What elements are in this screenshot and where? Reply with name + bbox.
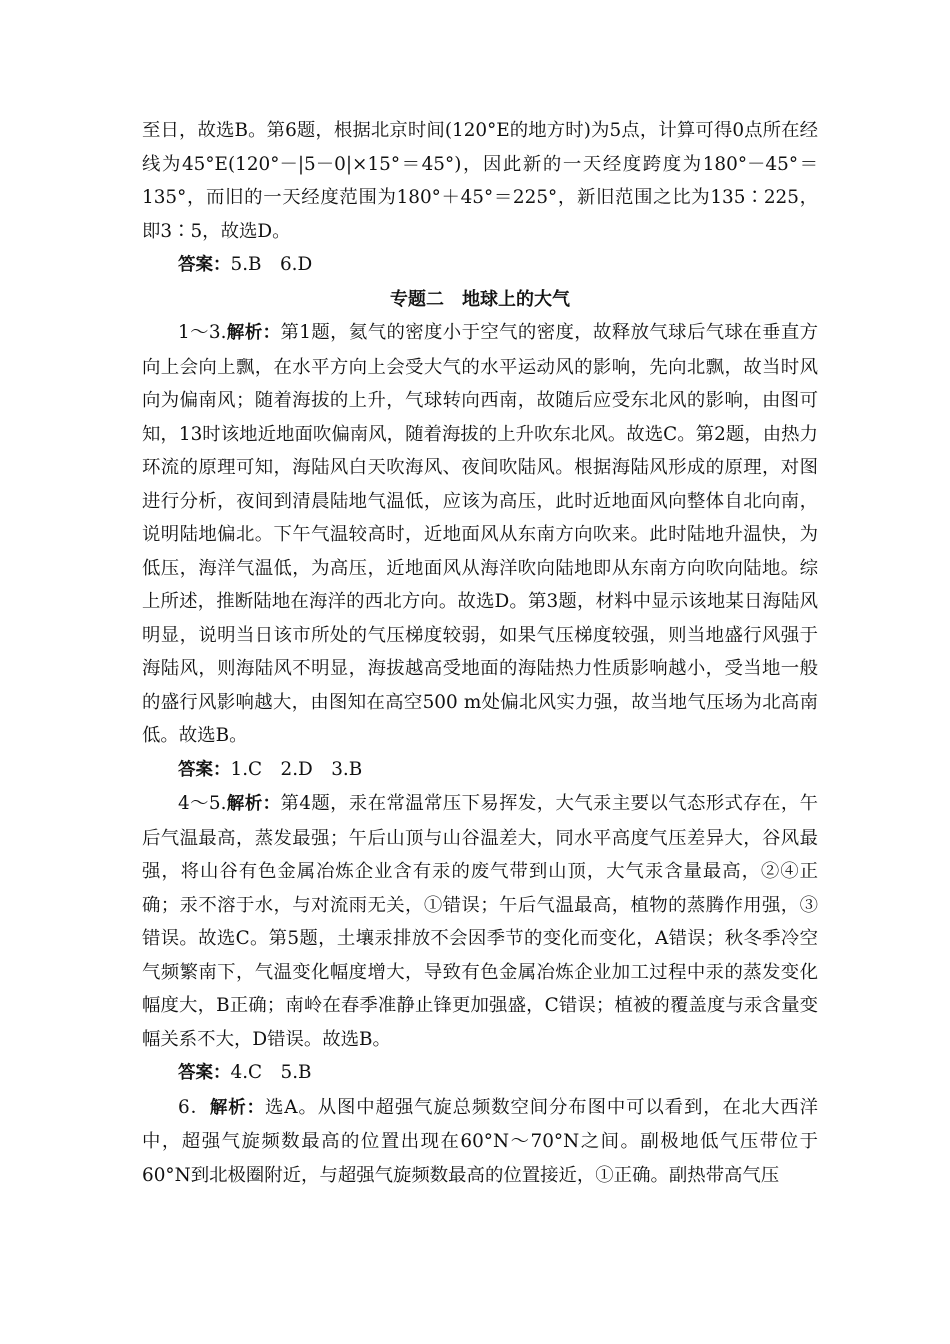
answer-line-3 <box>142 1056 818 1091</box>
answer-text: 4.C 5.B <box>230 1062 312 1083</box>
analysis-text: 第1题，氦气的密度小于空气的密度，故释放气球后气球在垂直方向上会向上飘，在水平方向上会受大气的水平运动风的影响，先向北飘，故当时风向为偏南风；随着海拔的上升，气球转向西南，故随后应受东北风的影响，由图可知，13时该地近地面吹偏南风，随着海拔的上升吹东北风。故选C。第2题，由热力环流的原理可知，海陆风白天吹海风、夜间吹陆风。根据海陆风形成的原理，对图进行分析，夜间到清晨陆地气温低，应该为高压，此时近地面风向整体自北向南，说明陆地偏北。下午气温较高时，近地面风从东南方向吹来。此时陆地升温快，为低压，海洋气温低，为高压，近地面风从海洋吹向陆地即从东南方向吹向陆地。综上所述，推断陆地在海洋的西北方向。故选D。第3题，材料中显示该地某日海陆风明显，说明当日该市所处的气压梯度较弱，如果气压梯度较强，则当地盛行风强于海陆风，则海陆风不明显，海拔越高受地面的海陆热力性质影响越小，受当地一般的盛行风影响越大，由图知在高空500 m处偏北风实力强，故当地气压场为北高南低。故选B。 <box>142 322 819 746</box>
analysis-paragraph-4-5 <box>142 787 818 1056</box>
analysis-label: 解析： <box>226 794 281 814</box>
section-title: 专题二 地球上的大气 <box>390 288 570 310</box>
question-range: 6． <box>178 1096 210 1118</box>
analysis-paragraph-6 <box>142 1091 818 1193</box>
analysis-label: 解析： <box>226 323 281 343</box>
paragraph-continued <box>142 114 818 248</box>
answer-text: 1.C 2.D 3.B <box>230 758 363 780</box>
answer-label: 答案： <box>178 255 231 275</box>
document-page <box>142 114 818 1192</box>
paragraph-text: 至日，故选B。第6题，根据北京时间(120°E的地方时)为5点，计算可得0点所在经线为45°E(120°－|5－0|×15°＝45°)，因此新的一天经度跨度为180°－45°＝135°，而旧的一天经度范围为180°＋45°＝225°，新旧范围之比为135∶225，即3∶5，故选D。 <box>142 120 818 242</box>
analysis-label: 解析： <box>209 1097 266 1118</box>
answer-label: 答案： <box>178 1063 231 1083</box>
answer-label: 答案： <box>178 759 231 780</box>
question-range: 1～3. <box>178 322 227 343</box>
analysis-text: 第4题，汞在常温常压下易挥发，大气汞主要以气态形式存在，午后气温最高，蒸发最强；午后山顶与山谷温差大，同水平高度气压差异大，谷风最强，将山谷有色金属冶炼企业含有汞的废气带到山顶，大气汞含量最高，②④正确；汞不溶于水，与对流雨无关，①错误；午后气温最高，植物的蒸腾作用强，③错误。故选C。第5题，土壤汞排放不会因季节的变化而变化，A错误；秋冬季冷空气频繁南下，气温变化幅度增大，导致有色金属冶炼企业加工过程中汞的蒸发变化幅度大，B正确；南岭在春季准静止锋更加强盛，C错误；植被的覆盖度与汞含量变幅关系不大，D错误。故选B。 <box>142 793 819 1050</box>
question-range: 4～5. <box>178 793 227 814</box>
answer-text: 5.B 6.D <box>230 254 313 275</box>
answer-line-2 <box>142 753 818 788</box>
analysis-paragraph-1-3 <box>142 316 818 753</box>
answer-line-1 <box>142 248 818 283</box>
analysis-text: 选A。从图中超强气旋总频数空间分布图中可以看到，在北大西洋中，超强气旋频数最高的位置出现在60°N～70°N之间。副极地低气压带位于60°N到北极圈附近，与超强气旋频数最高的位置接近，①正确。副热带高气压 <box>142 1096 818 1186</box>
